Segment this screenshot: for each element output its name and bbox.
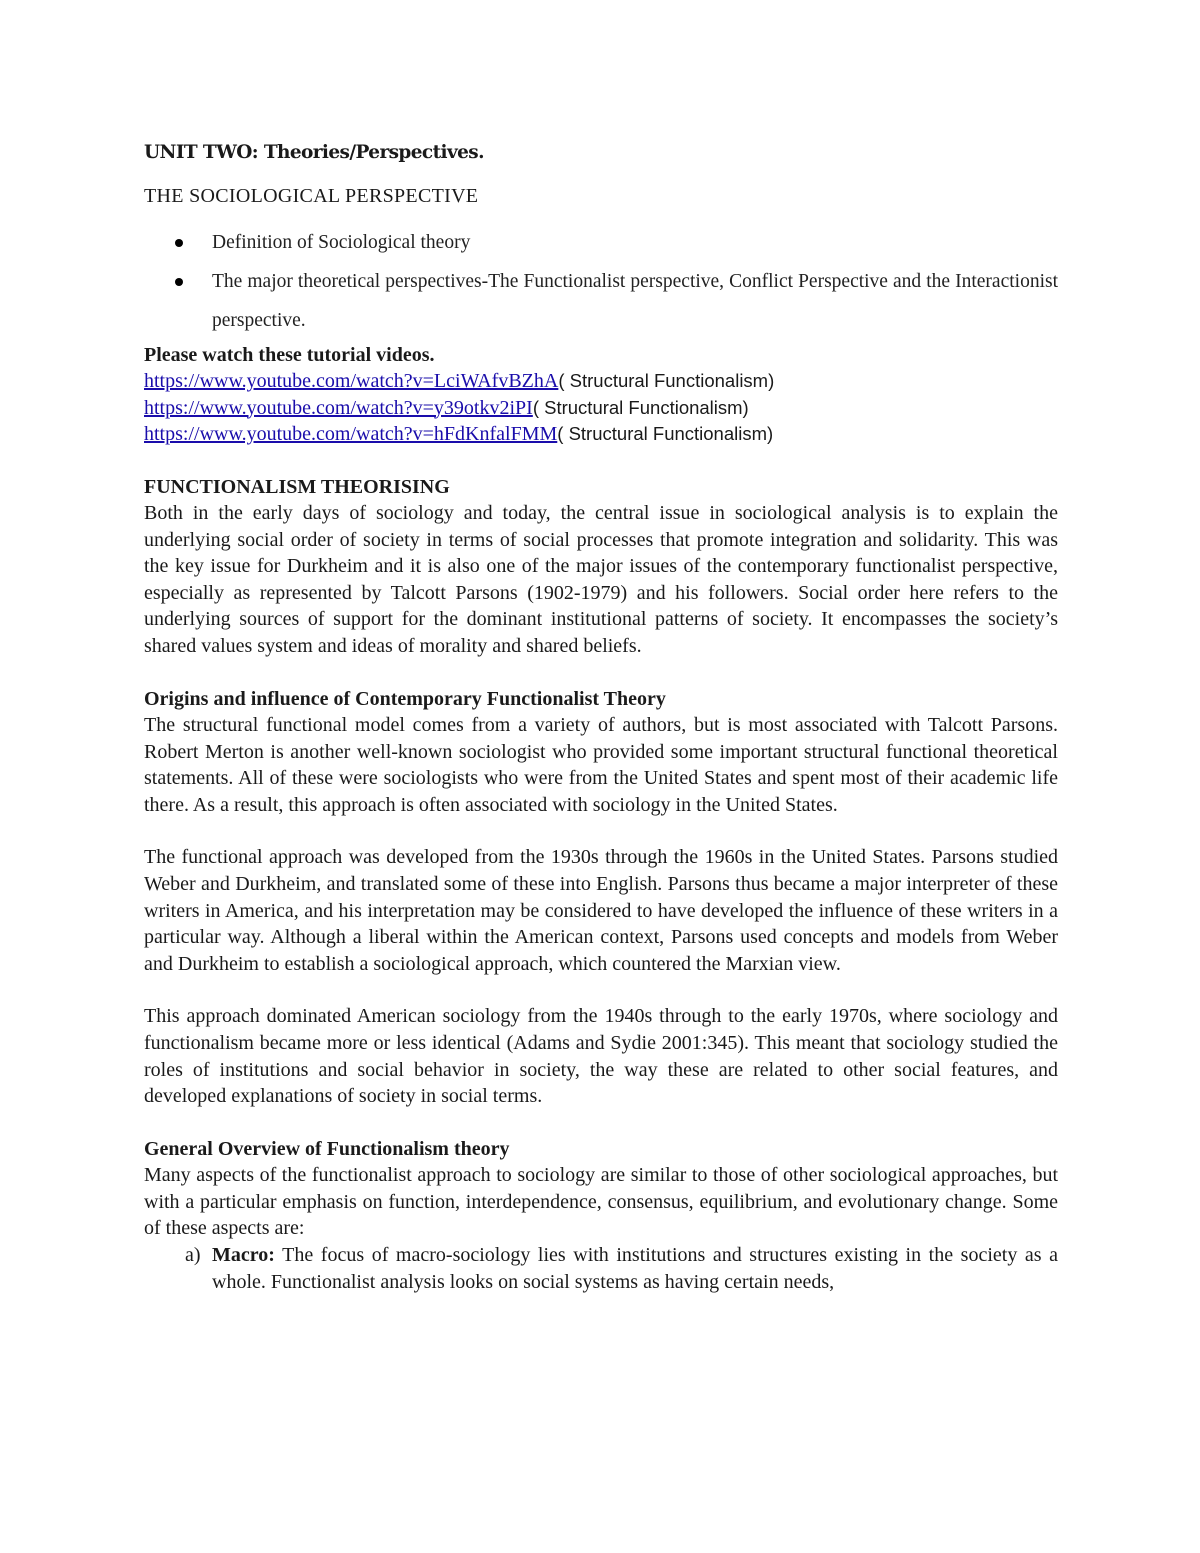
spacer (144, 660, 1058, 686)
spacer (144, 1110, 1058, 1136)
video-link[interactable]: https://www.youtube.com/watch?v=LciWAfvBZhA (144, 370, 559, 392)
list-marker: a) (185, 1244, 201, 1267)
videos-heading: Please watch these tutorial videos. (144, 344, 435, 366)
origins-paragraph: The functional approach was developed from the 1930s through the 1960s in the United States. Parsons studied Weber and Durkheim, and translated some of these into English. Parsons thus became a major interpreter of these writers in America, and his interpretation may be considered to have developed the influence of these writers in a particular way. Although a liberal within the American context, Parsons used concepts and models from Weber and Durkheim to establish a sociological approach, which countered the Marxian view. (144, 846, 1058, 975)
spacer (144, 448, 1058, 474)
video-link-row (144, 421, 1058, 448)
unit-title: UNIT TWO: Theories/Perspectives. (144, 142, 484, 163)
topic-text: Definition of Sociological theory (212, 232, 471, 253)
aspect-term: Macro: (212, 1244, 275, 1267)
spacer (144, 977, 1058, 1003)
video-link-row (144, 395, 1058, 422)
aspect-list (144, 1242, 1058, 1295)
document-page (144, 138, 1058, 1295)
video-label: ( Structural Functionalism) (557, 423, 774, 444)
overview-paragraph: Many aspects of the functionalist approach to sociology are similar to those of other sociological approaches, but with a particular emphasis on function, interdependence, consensus, equilibrium, and evolutionary change. Some of these aspects are: (144, 1164, 1058, 1240)
video-link[interactable]: https://www.youtube.com/watch?v=hFdKnfalFMM (144, 423, 558, 445)
list-item (144, 223, 1058, 262)
spacer (144, 818, 1058, 844)
overview-heading: General Overview of Functionalism theory (144, 1137, 510, 1160)
aspect-text: The focus of macro-sociology lies with institutions and structures existing in the society as a whole. Functionalist analysis looks on social systems as having certain needs, (212, 1244, 1058, 1293)
video-link-row (144, 368, 1058, 395)
list-item (144, 262, 1058, 340)
list-item (144, 1242, 1058, 1295)
origins-paragraph: This approach dominated American sociology from the 1940s through to the early 1970s, where sociology and functionalism became more or less identical (Adams and Sydie 2001:345). This meant that sociology studied the roles of institutions and social behavior in society, the way these are related to other social features, and developed explanations of society in social terms. (144, 1005, 1058, 1108)
bullet-icon (175, 278, 183, 286)
video-label: ( Structural Functionalism) (558, 370, 775, 391)
origins-heading: Origins and influence of Contemporary Functionalist Theory (144, 687, 666, 710)
topic-text: The major theoretical perspectives-The Functionalist perspective, Conflict Perspective and the Interactionist perspective. (212, 271, 1058, 331)
functionalism-paragraph: Both in the early days of sociology and today, the central issue in sociological analysis is to explain the underlying social order of society in terms of social processes that promote integration and solidarity. This was the key issue for Durkheim and it is also one of the major issues of the contemporary functionalist perspective, especially as represented by Talcott Parsons (1902-1979) and his followers. Social order here refers to the underlying sources of support for the dominant institutional patterns of society. It encompasses the society’s shared values system and ideas of morality and shared beliefs. (144, 502, 1058, 657)
bullet-icon (175, 239, 183, 247)
functionalism-heading: FUNCTIONALISM THEORISING (144, 475, 450, 498)
video-link[interactable]: https://www.youtube.com/watch?v=y39otkv2iPI (144, 396, 533, 419)
video-label: ( Structural Functionalism) (532, 396, 749, 418)
topic-list (144, 223, 1058, 340)
section-title: THE SOCIOLOGICAL PERSPECTIVE (144, 185, 479, 207)
origins-paragraph: The structural functional model comes from a variety of authors, but is most associated with Talcott Parsons. Robert Merton is another well-known sociologist who provided some important structural functional theoretical statements. All of these were sociologists who were from the United States and spent most of their academic life there. As a result, this approach is often associated with sociology in the United States. (144, 714, 1058, 816)
